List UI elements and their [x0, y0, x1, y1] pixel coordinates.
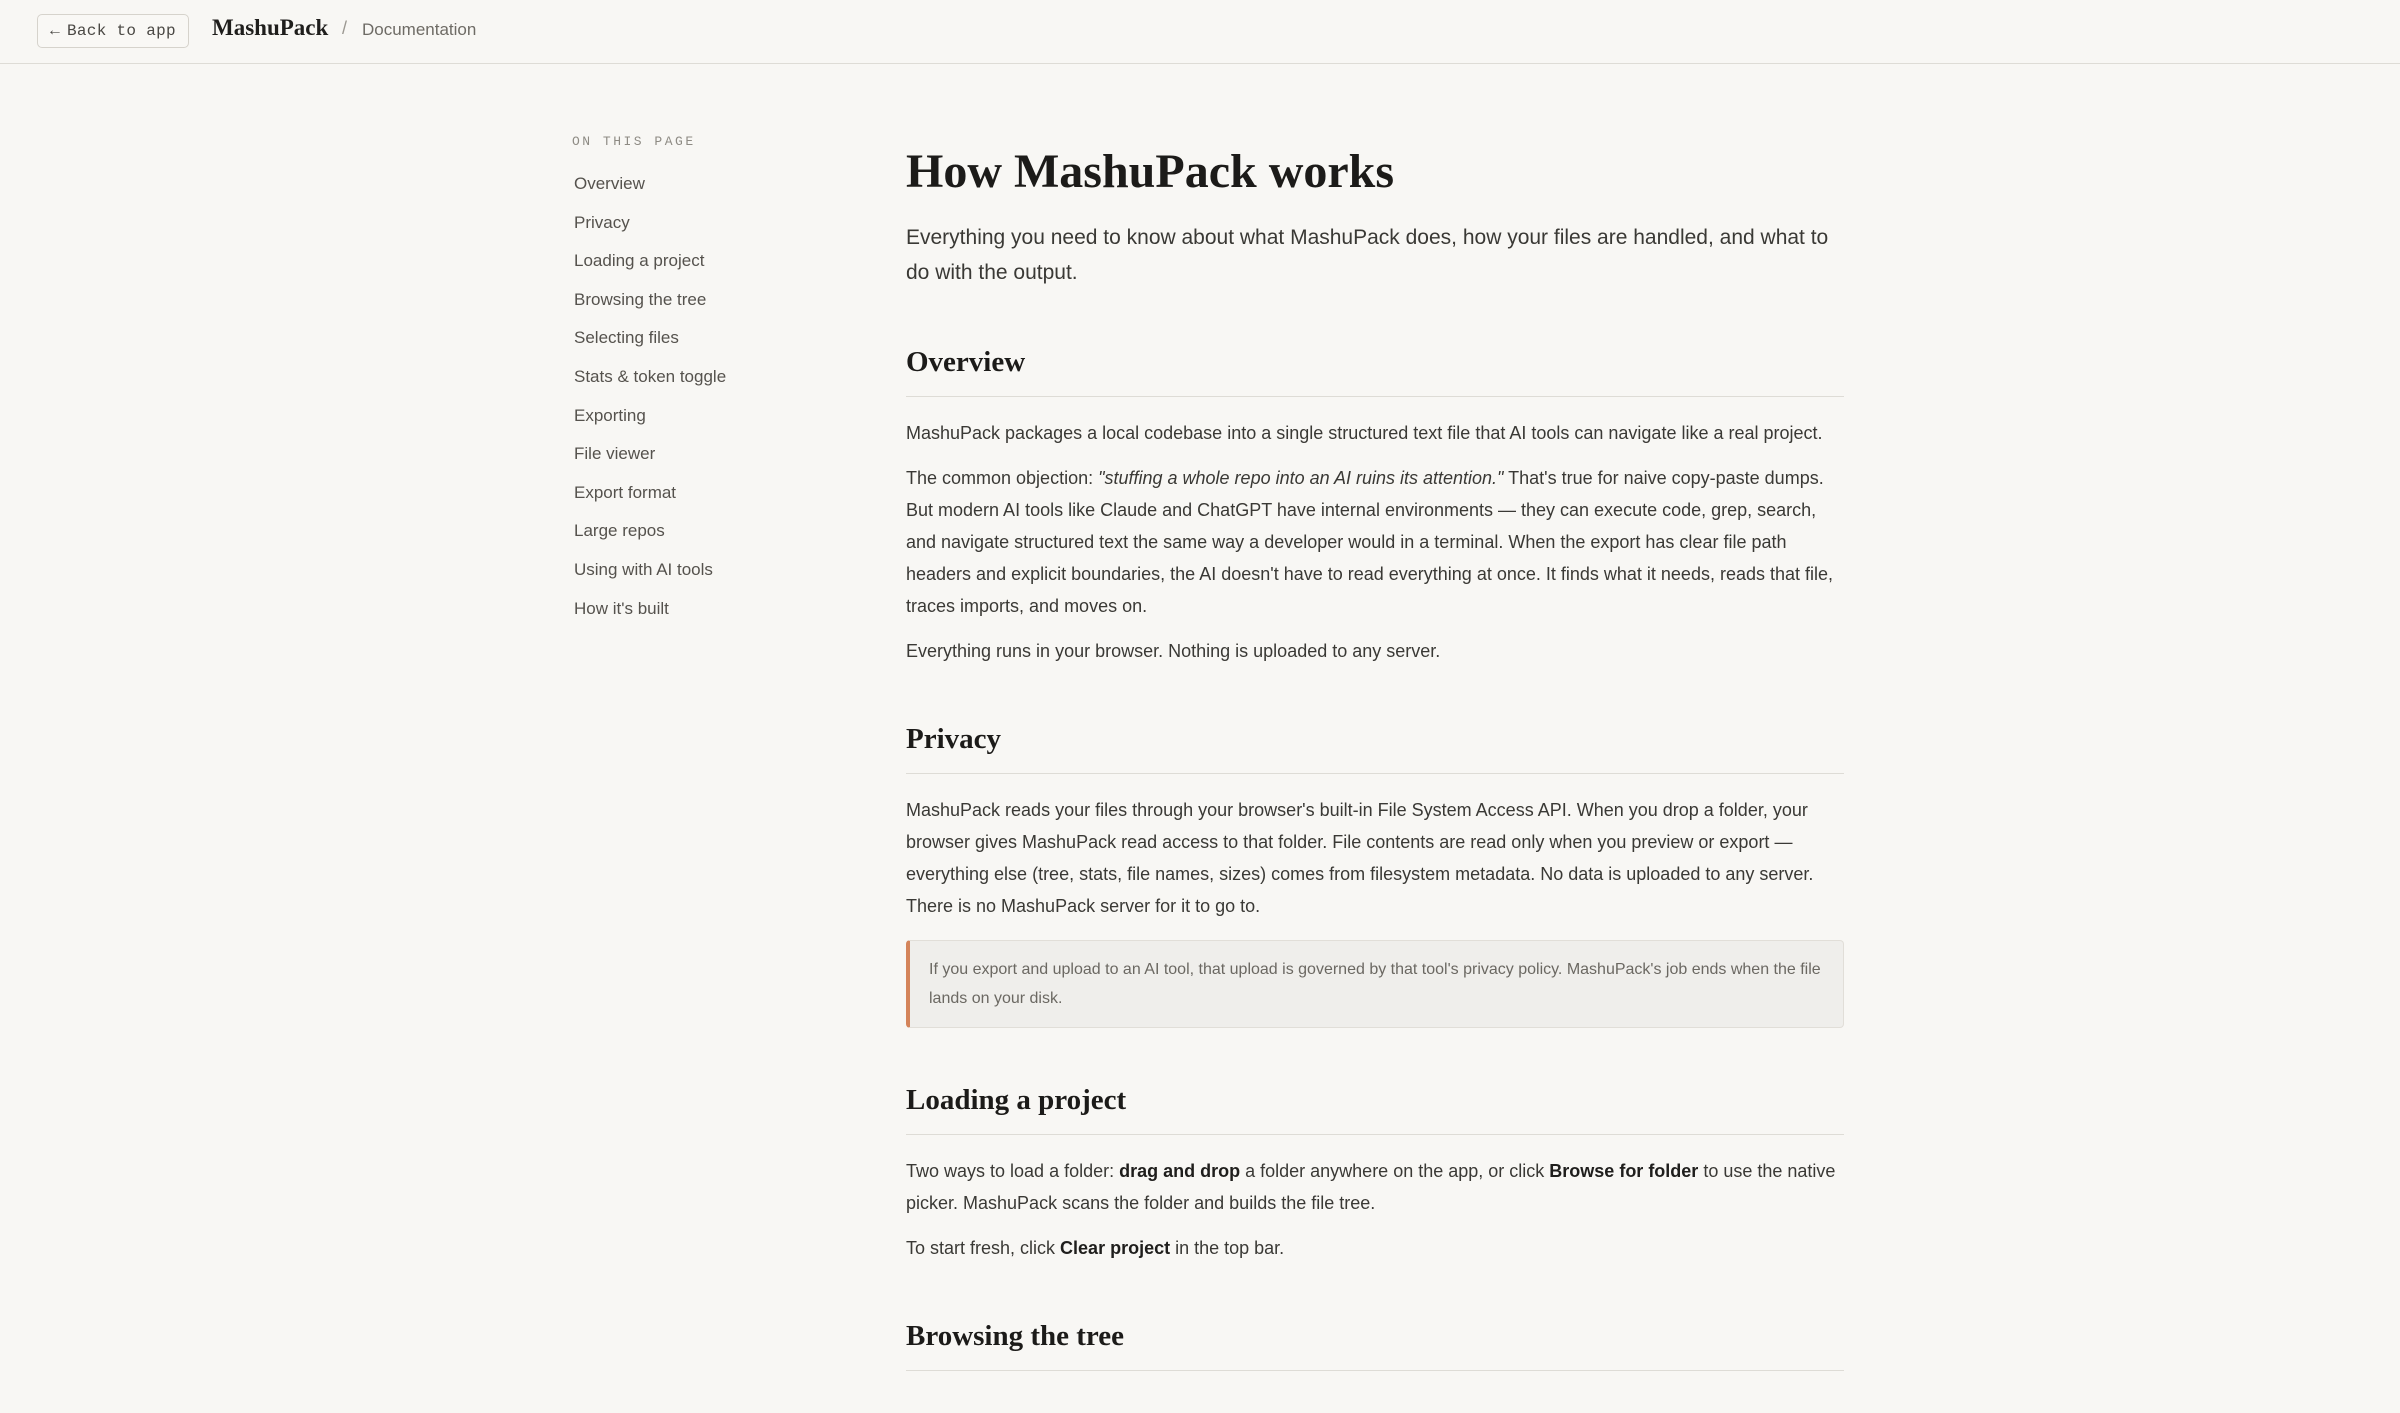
overview-paragraph-1: MashuPack packages a local codebase into a single structured text file that AI tools can navigate like a real project. — [906, 423, 1823, 443]
toc-link-overview[interactable]: Overview — [574, 174, 645, 193]
overview-heading: Overview — [906, 344, 1844, 397]
toc-link-stats-token-toggle[interactable]: Stats & token toggle — [574, 366, 727, 386]
privacy-callout: If you export and upload to an AI tool, that upload is governed by that tool's privacy policy. MashuPack's job ends when the file lands on your disk. — [906, 940, 1844, 1028]
top-bar — [0, 0, 2400, 64]
loading-paragraph-1 — [906, 1155, 1844, 1219]
loading-p1-e: to use the native picker. MashuPack scans the folder and builds the file tree. — [906, 1161, 1836, 1213]
toc-link-large-repos[interactable]: Large repos — [574, 521, 665, 541]
section-loading-a-project — [906, 1082, 1844, 1264]
toc-link-exporting[interactable]: Exporting — [574, 405, 646, 425]
toc-link-how-its-built[interactable]: How it's built — [574, 598, 669, 618]
page-title: How MashuPack works — [906, 145, 1395, 198]
browsing-heading: Browsing the tree — [906, 1318, 1844, 1371]
toc-link-privacy[interactable]: Privacy — [574, 212, 630, 232]
overview-paragraph-3: Everything runs in your browser. Nothing is uploaded to any server. — [906, 641, 1441, 661]
overview-p2-prefix: The common objection: — [906, 468, 1099, 488]
loading-p1-browse: Browse for folder — [1549, 1161, 1699, 1181]
brand-logo[interactable]: MashuPack — [212, 15, 329, 40]
toc-link-export-format[interactable]: Export format — [574, 482, 677, 502]
loading-p2-c: in the top bar. — [1170, 1238, 1285, 1258]
section-overview — [906, 344, 1844, 667]
privacy-paragraph-1: MashuPack reads your files through your browser's built-in File System Access API. When you drop a folder, your browser gives MashuPack read access to that folder. File contents are read only when you preview or export — everything else (tree, stats, file names, sizes) comes from filesystem metadata. No data is uploaded to any server. There is no MashuPack server for it to go to. — [906, 800, 1814, 916]
loading-p2-clear: Clear project — [1060, 1238, 1171, 1258]
toc-link-using-with-ai-tools[interactable]: Using with AI tools — [574, 559, 713, 579]
breadcrumb-separator: / — [342, 18, 348, 38]
toc-link-selecting-files[interactable]: Selecting files — [574, 328, 679, 348]
loading-p1-a: Two ways to load a folder: — [906, 1161, 1120, 1181]
overview-p2-quote: "stuffing a whole repo into an AI ruins its attention." — [1098, 468, 1504, 488]
toc-link-file-viewer[interactable]: File viewer — [574, 444, 656, 464]
toc-link-browsing-the-tree[interactable]: Browsing the tree — [574, 289, 707, 309]
loading-paragraph-2 — [906, 1232, 1844, 1264]
toc-title: ON THIS PAGE — [572, 134, 696, 149]
back-to-app-label: Back to app — [66, 22, 176, 40]
table-of-contents — [574, 172, 726, 635]
arrow-left-icon: ← — [50, 22, 60, 40]
loading-heading: Loading a project — [906, 1082, 1844, 1135]
overview-paragraph-2 — [906, 462, 1844, 622]
overview-p2-rest: That's true for naive copy-paste dumps. But modern AI tools like Claude and ChatGPT have internal environments — they can execute code, grep, search, and navigate structured text the same way a developer would in a terminal. When the export has clear file path headers and explicit boundaries, the AI doesn't have to read everything at once. It finds what it needs, reads that file, traces imports, and moves on. — [906, 468, 1834, 616]
page-lead: Everything you need to know about what MashuPack does, how your files are handled, and what to do with the output. — [906, 226, 1829, 284]
loading-p2-a: To start fresh, click — [906, 1238, 1061, 1258]
toc-link-loading-a-project[interactable]: Loading a project — [574, 251, 705, 271]
loading-p1-drag-drop: drag and drop — [1119, 1161, 1241, 1181]
loading-p1-c: a folder anywhere on the app, or click — [1240, 1161, 1550, 1181]
main-content — [906, 140, 1844, 1371]
section-browsing-the-tree — [906, 1318, 1844, 1371]
breadcrumb-documentation: Documentation — [362, 20, 477, 39]
section-privacy — [906, 721, 1844, 1028]
back-to-app-button[interactable] — [37, 14, 189, 48]
privacy-heading: Privacy — [906, 721, 1844, 774]
